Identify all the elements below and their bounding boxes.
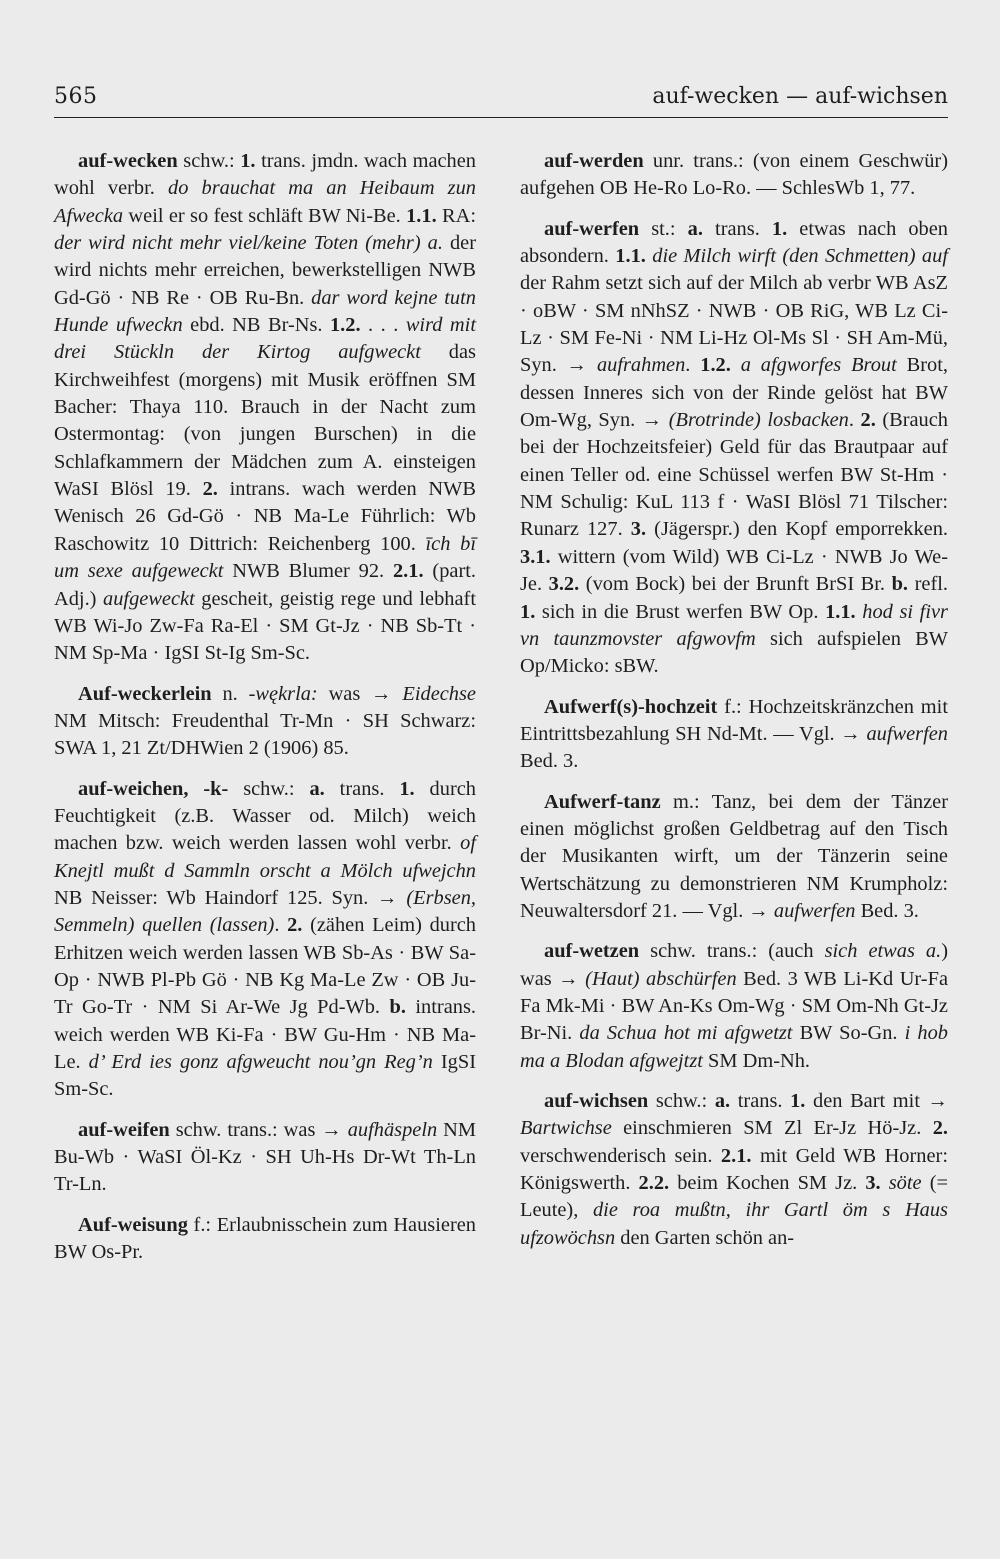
entry-headword: auf-werden — [544, 150, 644, 172]
entry-headword: Auf-weckerlein — [78, 682, 212, 705]
entry-text: st.: — [639, 217, 688, 240]
page-header — [54, 84, 948, 114]
entry-text: schw. trans.: was → — [169, 1118, 348, 1141]
entry-italic-text: söte — [888, 1172, 922, 1195]
entry-text: beim Kochen SM Jz. — [669, 1172, 866, 1195]
entry-sense-number: 2. — [287, 914, 303, 937]
entry-italic-text: dar word kejne tutn Hunde ufweckn — [54, 286, 476, 337]
entry-headword: auf-weichen, -k- — [78, 777, 229, 800]
entry-headword: auf-wichsen — [544, 1090, 649, 1112]
entry-headword: auf-wecken — [78, 150, 178, 172]
entry-sense-number: b. — [891, 573, 909, 596]
entry-text: NWB Blumer 92. — [223, 560, 393, 583]
entry-text: sich aufspielen BW Op/Micko: sBW. — [520, 627, 948, 678]
entry-text: gescheit, geistig rege und lebhaft WB Wi-Jo Zw-Fa Ra-El · SM Gt-Jz · NB Sb-Tt · NM Sp-Ma · IgSI St-Ig Sm-Sc. — [54, 587, 476, 665]
entry-italic-text: aufrahmen — [596, 354, 686, 377]
entry-text: (zähen Leim) durch Erhitzen weich werden lassen WB Sb-As · BW Sa-Op · NWB Pl-Pb Gö · NB Kg Ma-Le Zw · OB Ju-Tr Go-Tr · NM Si Ar-We Jg Pd-Wb. — [54, 914, 477, 1019]
entry-sense-number: 2. — [932, 1117, 948, 1140]
entry-text: unr. trans.: (von einem Geschwür) aufgehen OB He-Ro Lo-Ro. — SchlesWb 1, 77. — [520, 150, 948, 200]
entry-text: . — [274, 914, 288, 937]
entry-text: (Brauch bei der Hochzeitsfeier) Geld für das Brautpaar auf einen Teller od. eine Schüssel werfen BW St-Hm · NM Schulig: KuL 113 f · WaSI Blösl 71 Tilscher: Runarz 127. — [520, 409, 948, 541]
dictionary-entry-auf-wecken — [54, 148, 476, 668]
header-rule — [54, 117, 948, 118]
entry-italic-text: da Schua hot mi afgwetzt — [579, 1022, 793, 1045]
entry-sense-number: 1.2. — [700, 354, 731, 377]
entry-text: BW So-Gn. — [792, 1022, 905, 1045]
entry-text: das Kirchweihfest (morgens) mit Musik eröffnen SM Bacher: Thaya 110. Brauch in der Nacht zum Ostermontag: (von jungen Burschen) in die Schlafkammern der Mädchen zum A. einsteigen WaSI Blösl 19. — [54, 341, 476, 501]
entry-text — [881, 1172, 889, 1194]
entry-italic-text: die roa mußtn, ihr Gartl öm s Haus ufzowöchsn — [520, 1199, 948, 1249]
entry-text: NB Neisser: Wb Haindorf 125. Syn. → — [54, 886, 407, 909]
entry-text: schw.: — [228, 777, 310, 800]
entry-text: schw. trans.: (auch — [639, 940, 825, 963]
entry-sense-number: a. — [687, 217, 703, 240]
entry-headword: Aufwerf(s)-hochzeit — [544, 695, 718, 718]
entry-headword: auf-weifen — [78, 1118, 170, 1141]
entry-text: weil er so fest schläft BW Ni-Be. — [123, 204, 407, 227]
entry-text: der Rahm setzt sich auf der Milch ab verbr WB AsZ · oBW · SM nNhSZ · NWB · OB RiG, WB Lz Ci-Lz · SM Fe-Ni · NM Li-Hz Ol-Ms Sl · SH Am-Mü, Syn. → — [520, 272, 948, 377]
dictionary-entry-auf-weisung — [54, 1212, 476, 1267]
entry-italic-text: Eidechse — [402, 682, 476, 705]
entry-text: den Garten schön an- — [615, 1226, 795, 1249]
dictionary-entry-aufwerf-hochzeit — [520, 694, 948, 776]
entry-italic-text: (Erbsen, Semmeln) quellen (lassen) — [54, 886, 476, 937]
entry-italic-text: aufwerfen — [866, 722, 948, 745]
dictionary-entry-aufwerf-tanz — [520, 789, 948, 926]
entry-text: ) was → — [520, 940, 948, 990]
entry-text: NM Mitsch: Freudenthal Tr-Mn · SH Schwarz: SWA 1, 21 Zt/DHWien 2 (1906) 85. — [54, 709, 476, 760]
entry-text: m.: Tanz, bei dem der Tänzer einen möglichst großen Geldbetrag auf den Tisch der Musikanten wirft, um der Tänzerin seine Wertschätzung zu demonstrieren NM Krumpholz: Neuwaltersdorf 21. — Vgl. → — [520, 790, 948, 922]
entry-italic-text: hod si fivr vn taunzmovster afgwovfm — [520, 600, 948, 650]
entry-text: ebd. NB Br-Ns. — [182, 314, 330, 337]
entry-sense-number: 1. — [399, 777, 415, 800]
entry-text: f.: Hochzeitskränzchen mit Eintrittsbezahlung SH Nd-Mt. — Vgl. → — [520, 695, 948, 745]
entry-italic-text: i hob ma a Blodan afgwejtzt — [520, 1022, 948, 1072]
entry-sense-number: 1. — [240, 150, 256, 172]
entry-text: was → — [317, 682, 403, 705]
entry-italic-text: aufhäspeln — [347, 1118, 438, 1141]
entry-sense-number: 3. — [865, 1172, 881, 1195]
entry-italic-text: a afgworfes Brout — [740, 354, 897, 377]
entry-italic-text: der wird nicht mehr viel/keine Toten (mehr) a. — [54, 232, 443, 255]
entry-sense-number: 3. — [630, 518, 647, 541]
entry-text: trans. jmdn. wach machen wohl verbr. — [54, 150, 476, 200]
entry-text: . — [848, 409, 861, 432]
entry-sense-number: 1.1. — [406, 204, 437, 227]
entry-headword: Aufwerf-tanz — [544, 790, 661, 813]
entry-text: trans. — [730, 1090, 791, 1112]
entry-sense-number: 1. — [520, 600, 536, 623]
entry-sense-number: 2.1. — [720, 1144, 752, 1167]
entry-text: f.: Erlaubnisschein zum Hausieren BW Os-Pr. — [54, 1213, 476, 1264]
entry-sense-number: 1.1. — [825, 600, 856, 623]
dictionary-entry-auf-weichen — [54, 776, 476, 1104]
entry-sense-number: b. — [389, 996, 406, 1019]
entry-italic-text: Bartwichse — [520, 1117, 612, 1140]
entry-italic-text: d’ Erd ies gonz afgweucht nou’gn Reg’n — [88, 1051, 433, 1073]
entry-text: NM Bu-Wb · WaSI Öl-Kz · SH Uh-Hs Dr-Wt Th-Ln Tr-Ln. — [54, 1118, 476, 1196]
entry-sense-number: 2.1. — [392, 560, 424, 583]
entry-text: (Jägerspr.) den Kopf emporrekken. — [646, 518, 948, 541]
dictionary-entry-auf-wichsen — [520, 1088, 948, 1252]
entry-text: trans. — [702, 217, 772, 240]
entry-text: mit Geld WB Horner: Königswerth. — [520, 1144, 948, 1195]
entry-sense-number: a. — [309, 777, 325, 800]
entry-text: Brot, dessen Inneres sich von der Rinde gelöst hat BW Om-Wg, Syn. → — [520, 354, 948, 432]
dictionary-entry-auf-weckerlein — [54, 681, 476, 763]
entry-italic-text: īch bī um sexe aufgeweckt — [54, 532, 476, 583]
entry-sense-number: 1. — [790, 1090, 806, 1112]
entry-text: etwas nach oben absondern. — [520, 217, 949, 268]
dictionary-entry-auf-wetzen — [520, 938, 948, 1075]
entry-italic-text: (Brotrinde) losbacken — [668, 409, 849, 432]
entry-italic-text: -wękrla: — [248, 682, 318, 705]
dictionary-entry-auf-weifen — [54, 1117, 476, 1199]
entry-text: RA: — [436, 204, 477, 227]
entry-italic-text: aufgeweckt — [103, 587, 195, 610]
entry-italic-text: aufwerfen — [773, 899, 856, 922]
entry-sense-number: 1.2. — [329, 314, 361, 337]
entry-text: einschmieren SM Zl Er-Jz Hö-Jz. — [611, 1117, 933, 1140]
left-column — [54, 148, 476, 1279]
entry-text: Bed. 3. — [520, 750, 579, 773]
entry-text: intrans. wach werden NWB Wenisch 26 Gd-Gö · NB Ma-Le Führlich: Wb Raschowitz 10 Dittrich: Reichenberg 100. — [54, 478, 476, 555]
dictionary-entry-auf-werfen — [520, 216, 948, 681]
running-title: auf-wecken — auf-wichsen — [652, 84, 948, 109]
entry-sense-number: 3.1. — [520, 545, 551, 568]
entry-sense-number: 3.2. — [548, 573, 580, 596]
entry-italic-text: die Milch wirft (den Schmetten) auf — [652, 245, 948, 268]
entry-sense-number: 1.1. — [615, 245, 646, 268]
entry-text: (vom Bock) bei der Brunft BrSI Br. — [579, 573, 892, 596]
entry-text: refl. — [908, 573, 948, 596]
entry-text: trans. — [324, 777, 400, 800]
entry-italic-text: sich etwas a. — [824, 940, 942, 963]
entry-text: (part. Adj.) — [54, 560, 477, 610]
entry-text: intrans. weich werden WB Ki-Fa · BW Gu-Hm · NB Ma-Le. — [54, 996, 476, 1073]
entry-text: (= Leute), — [520, 1172, 948, 1222]
entry-italic-text: wird mit drei Stückln der Kirtog aufgweckt — [54, 314, 476, 364]
entry-headword: auf-werfen — [544, 217, 640, 240]
entry-text: schw.: — [177, 150, 241, 172]
entry-text: Bed. 3 WB Li-Kd Ur-Fa Fa Mk-Mi · BW An-Ks Om-Wg · SM Om-Nh Gt-Jz Br-Ni. — [520, 967, 948, 1045]
entry-text: durch Feuchtigkeit (z.B. Wasser od. Milch) weich machen bzw. weich werden lassen wohl verbr. — [54, 777, 476, 855]
entry-text: der wird nichts mehr erreichen, bewerkstelligen NWB Gd-Gö · NB Re · OB Ru-Bn. — [54, 232, 476, 309]
entry-sense-number: 2. — [860, 409, 876, 432]
entry-text: SM Dm-Nh. — [702, 1049, 811, 1072]
entry-text: den Bart mit → — [805, 1090, 948, 1112]
entry-text: n. — [211, 682, 249, 705]
entry-text: sich in die Brust werfen BW Op. — [535, 600, 826, 623]
entry-text: . . . — [360, 314, 406, 337]
entry-text: Bed. 3. — [855, 899, 919, 922]
entry-text: verschwenderisch sein. — [520, 1144, 721, 1167]
entry-text — [731, 354, 741, 376]
entry-headword: Auf-weisung — [78, 1213, 188, 1236]
entry-sense-number: a. — [714, 1090, 731, 1112]
entry-sense-number: 2. — [202, 478, 218, 501]
entry-sense-number: 1. — [771, 217, 788, 240]
entry-text: wittern (vom Wild) WB Ci-Lz · NWB Jo We-Je. — [520, 545, 948, 596]
entry-headword: auf-wetzen — [544, 940, 640, 963]
entry-italic-text: do brauchat ma an Heibaum zun Afwecka — [54, 177, 476, 227]
entry-text: . — [685, 354, 701, 377]
entry-text: schw.: — [648, 1090, 715, 1112]
entry-text: IgSI Sm-Sc. — [54, 1051, 476, 1101]
entry-sense-number: 2.2. — [638, 1172, 670, 1195]
page-number: 565 — [54, 84, 98, 109]
entry-italic-text: of Knejtl mußt d Sammln orscht a Mölch ufwejchn — [54, 832, 476, 882]
dictionary-entry-auf-werden — [520, 148, 948, 203]
entry-italic-text: (Haut) abschürfen — [585, 967, 737, 990]
right-column — [520, 148, 948, 1265]
